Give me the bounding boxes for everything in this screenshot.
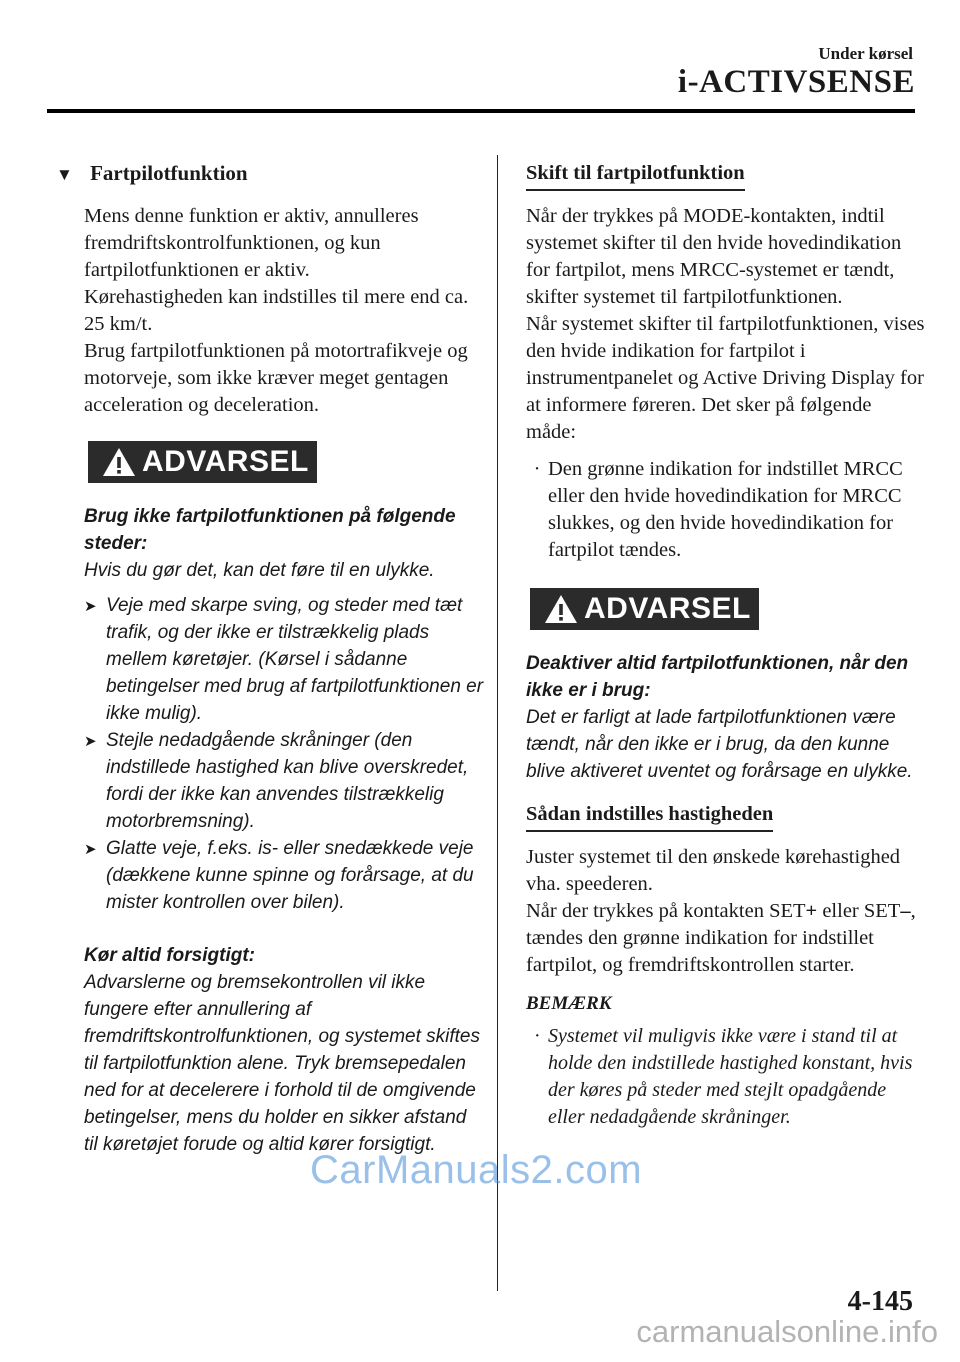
list-item: · Systemet vil muligvis ikke være i stand til at holde den indstillede hastighed konstant, hvis der køres på steder med stejlt opadgående eller nedadgående skråninger. — [526, 1023, 926, 1131]
triangle-marker-icon: ▼ — [56, 165, 73, 184]
dot-bullet-icon: · — [533, 458, 541, 480]
minus-symbol: – — [900, 900, 911, 922]
warning-text-2: Advarslerne og bremsekontrollen vil ikke fungere efter annullering af fremdriftskontrolfunktionen, og systemet skiftes til fartpilotfunktion alene. Tryk bremsepedalen ned for at decelerere i forhold til de omgivende betingelser, mens du holder en sikker afstand til køretøjet forude og altid kører forsigtigt. — [84, 972, 480, 1156]
header-title: i-ACTIVSENSE — [677, 64, 915, 100]
header-rule — [47, 109, 915, 113]
plus-symbol: + — [805, 900, 818, 922]
right-column — [526, 160, 926, 1131]
header-section: Under kørsel — [818, 44, 913, 63]
warning-triangle-icon — [102, 447, 136, 477]
section-heading — [56, 160, 484, 187]
list-item: ➤ Glatte veje, f.eks. is- eller snedækkede veje (dækkene kunne spinne og forårsage, at du mister kontrollen over bilen). — [84, 835, 484, 916]
speed-paragraph: Juster systemet til den ønskede kørehastighed vha. speederen. Når der trykkes på kontakten SET+ eller SET–, tændes den grønne indikation for indstillet fartpilot, og fremdriftskontrollen starter. — [526, 846, 916, 976]
warning-badge — [88, 441, 317, 483]
arrow-bullet-icon: ➤ — [84, 841, 97, 859]
list-item: ➤ Stejle nedadgående skråninger (den indstillede hastighed kan blive overskredet, fordi der ikke kan anvendes tilstrækkelig motorbremsning). — [84, 727, 484, 835]
arrow-bullet-icon: ➤ — [84, 733, 97, 751]
warning-text: Hvis du gør det, kan det føre til en ulykke. — [84, 560, 435, 582]
column-divider — [497, 155, 498, 1291]
warning-label: ADVARSEL — [142, 445, 309, 479]
switch-subheading: Skift til fartpilotfunktion — [526, 160, 745, 191]
left-column — [56, 160, 484, 1158]
page-number: 4-145 — [847, 1286, 913, 1317]
dot-bullet-icon: · — [534, 1025, 540, 1047]
arrow-bullet-icon: ➤ — [84, 598, 97, 616]
watermark-carmanualsonline: carmanualsonline.info — [636, 1314, 938, 1349]
warning-list — [84, 592, 484, 916]
warning-badge — [530, 588, 759, 630]
warning-text: Det er farligt at lade fartpilotfunktionen være tændt, når den ikke er i brug, da den kunne blive aktiveret uventet og forårsage en ulykke. — [526, 707, 913, 782]
note-list — [526, 1023, 926, 1131]
warning-heading: Deaktiver altid fartpilotfunktionen, når den ikke er i brug: — [526, 653, 909, 701]
warning-label: ADVARSEL — [584, 592, 751, 625]
speed-subheading: Sådan indstilles hastigheden — [526, 801, 773, 832]
section-title: Fartpilotfunktion — [90, 161, 248, 185]
intro-paragraph: Mens denne funktion er aktiv, annulleres fremdriftskontrolfunktionen, og kun fartpilotfunktionen er aktiv. Kørehastigheden kan indstilles til mere end ca. 25 km/t. Brug fartpilotfunktionen på motortrafikveje og motorveje, som ikke kræver meget gentagen acceleration og deceleration. — [84, 205, 469, 417]
switch-list — [526, 456, 926, 564]
note-label: BEMÆRK — [526, 993, 612, 1014]
warning-heading-2: Kør altid forsigtigt: — [84, 945, 255, 967]
list-item: ➤ Veje med skarpe sving, og steder med tæt trafik, og der ikke er tilstrækkelig plads mellem køretøjer. (Kørsel i sådanne betingelser med brug af fartpilotfunktionen er ikke mulig). — [84, 592, 484, 727]
warning-heading: Brug ikke fartpilotfunktionen på følgende steder: — [84, 506, 456, 555]
watermark-carmanuals2: CarManuals2.com — [310, 1148, 643, 1192]
list-item: · Den grønne indikation for indstillet MRCC eller den hvide hovedindikation for MRCC slukkes, og den hvide hovedindikation for fartpilot tændes. — [526, 456, 926, 564]
switch-paragraph: Når der trykkes på MODE-kontakten, indtil systemet skifter til den hvide hovedindikation for fartpilot, mens MRCC-systemet er tændt, skifter systemet til fartpilotfunktionen. Når systemet skifter til fartpilotfunktionen, vises den hvide indikation for fartpilot i instrumentpanelet og Active Driving Display for at informere føreren. Det sker på følgende måde: — [526, 205, 925, 443]
warning-triangle-icon — [544, 594, 578, 624]
